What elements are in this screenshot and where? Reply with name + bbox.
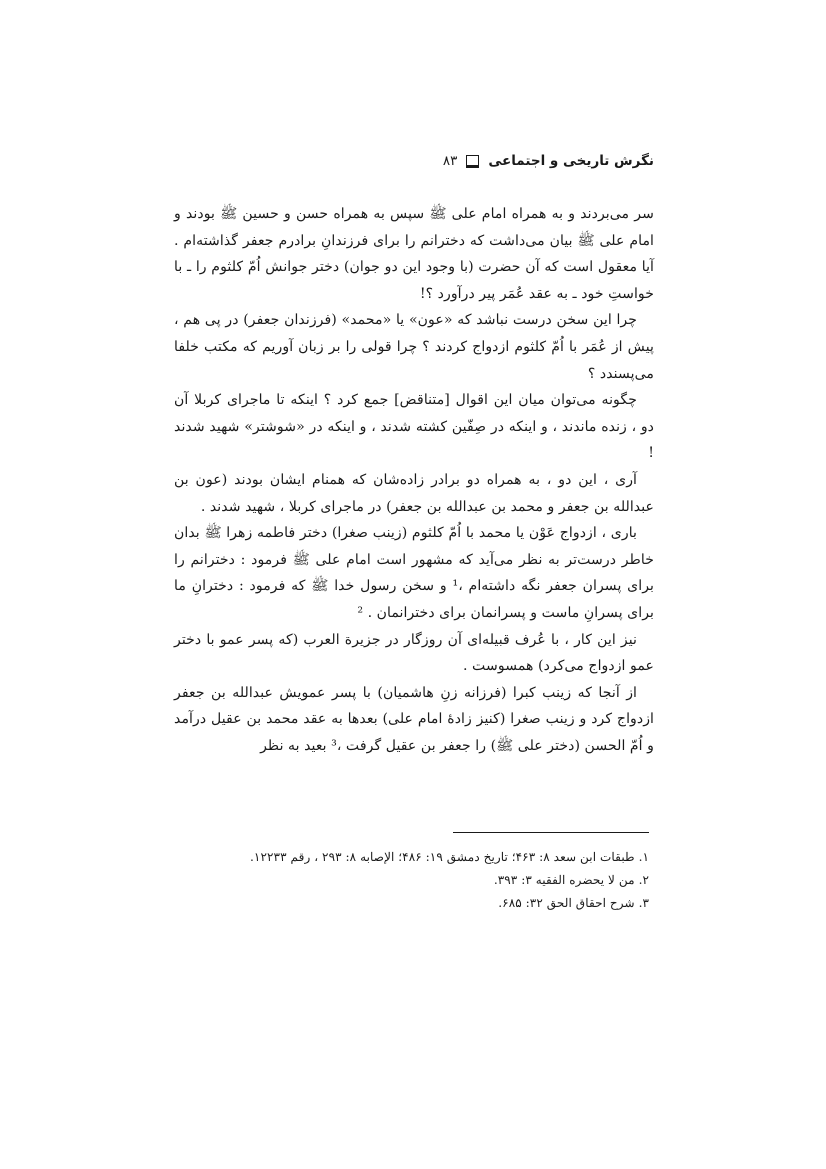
body-text bbox=[174, 201, 654, 759]
paragraph: سر می‌بردند و به همراه امام علی ﷺ سپس به همراه حسن و حسین ﷺ بودند و امام علی ﷺ بیان می‌داشت که دخترانم را برای فرزندانِ برادرم جعفر گذاشته‌ام . آیا معقول است که آن حضرت (با وجود این دو جوان) دختر جوانش اُمّ کلثوم را ـ با خواستِ خود ـ به عقد عُمَر پیر درآورد ؟! bbox=[174, 206, 654, 302]
paragraph: آری ، این دو ، به همراه دو برادر زاده‌شان که همنام ایشان بودند (عون بن عبدالله بن جعفر و محمد بن عبدالله بن جعفر) در ماجرای کربلا ، شهید شدند . bbox=[174, 471, 654, 515]
footnote: ۱. طبقات ابن سعد ۸: ۴۶۳؛ تاریخ دمشق ۱۹: ۴۸۶؛ الإصابه ۸: ۲۹۳ ، رقم ۱۲۲۳۳. bbox=[250, 850, 649, 864]
paragraph: نیز این کار ، با عُرف قبیله‌ای آن روزگار در جزیرة العرب (که پسر عمو با دختر عمو ازدواج می‌کرد) همسوست . bbox=[174, 631, 654, 675]
footnote: ۲. من لا یحضره الفقیه ۳: ۳۹۳. bbox=[493, 873, 649, 887]
running-header bbox=[443, 150, 654, 172]
paragraph: چگونه می‌توان میان این اقوال [متناقض] جمع کرد ؟ اینکه تا ماجرای کربلا آن دو ، زنده ماندند ، و اینکه در صِفّین کشته شدند ، و اینکه در «شوشتر» شهید شدند ! bbox=[174, 392, 654, 462]
paragraph: باری ، ازدواج عَوْن یا محمد با اُمّ کلثوم (زینب صغرا) دختر فاطمه زهرا ﷺ بدان خاطر درست‌تر به نظر می‌آید که مشهور است امام علی ﷺ فرمود : دخترانم را برای پسران جعفر نگه داشته‌ام ،¹ و سخن رسول خدا ﷺ که فرمود : دخترانِ ما برای پسرانِ ماست و پسرانمان برای دخترانمان . ² bbox=[174, 525, 654, 621]
paragraph: از آنجا که زینب کبرا (فرزانه زنِ هاشمیان) با پسر عمویش عبدالله بن جعفر ازدواج کرد و زینب صغرا (کنیز زادهٔ امام علی) بعدها به عقد محمد بن عقیل درآمد و اُمّ الحسن (دختر علی ﷺ) را جعفر بن عقیل گرفت ،³ بعید به نظر bbox=[174, 684, 654, 754]
header-square-ornament bbox=[466, 155, 479, 168]
footnotes bbox=[179, 846, 649, 915]
paragraph: چرا این سخن درست نباشد که «عون» یا «محمد» (فرزندان جعفر) در پی هم ، پیش از عُمَر با اُمّ کلثوم ازدواج کردند ؟ چرا قولی را بر زبان آوریم که مکتب خلفا می‌پسندد ؟ bbox=[174, 312, 654, 382]
footnote: ۳. شرح احقاق الحق ۳۲: ۶۸۵. bbox=[498, 896, 649, 910]
book-page bbox=[174, 150, 654, 910]
page-number: ۸۳ bbox=[442, 153, 458, 169]
footnote-separator bbox=[453, 832, 649, 833]
running-header-title: نگرش تاریخی و اجتماعی bbox=[488, 153, 654, 169]
